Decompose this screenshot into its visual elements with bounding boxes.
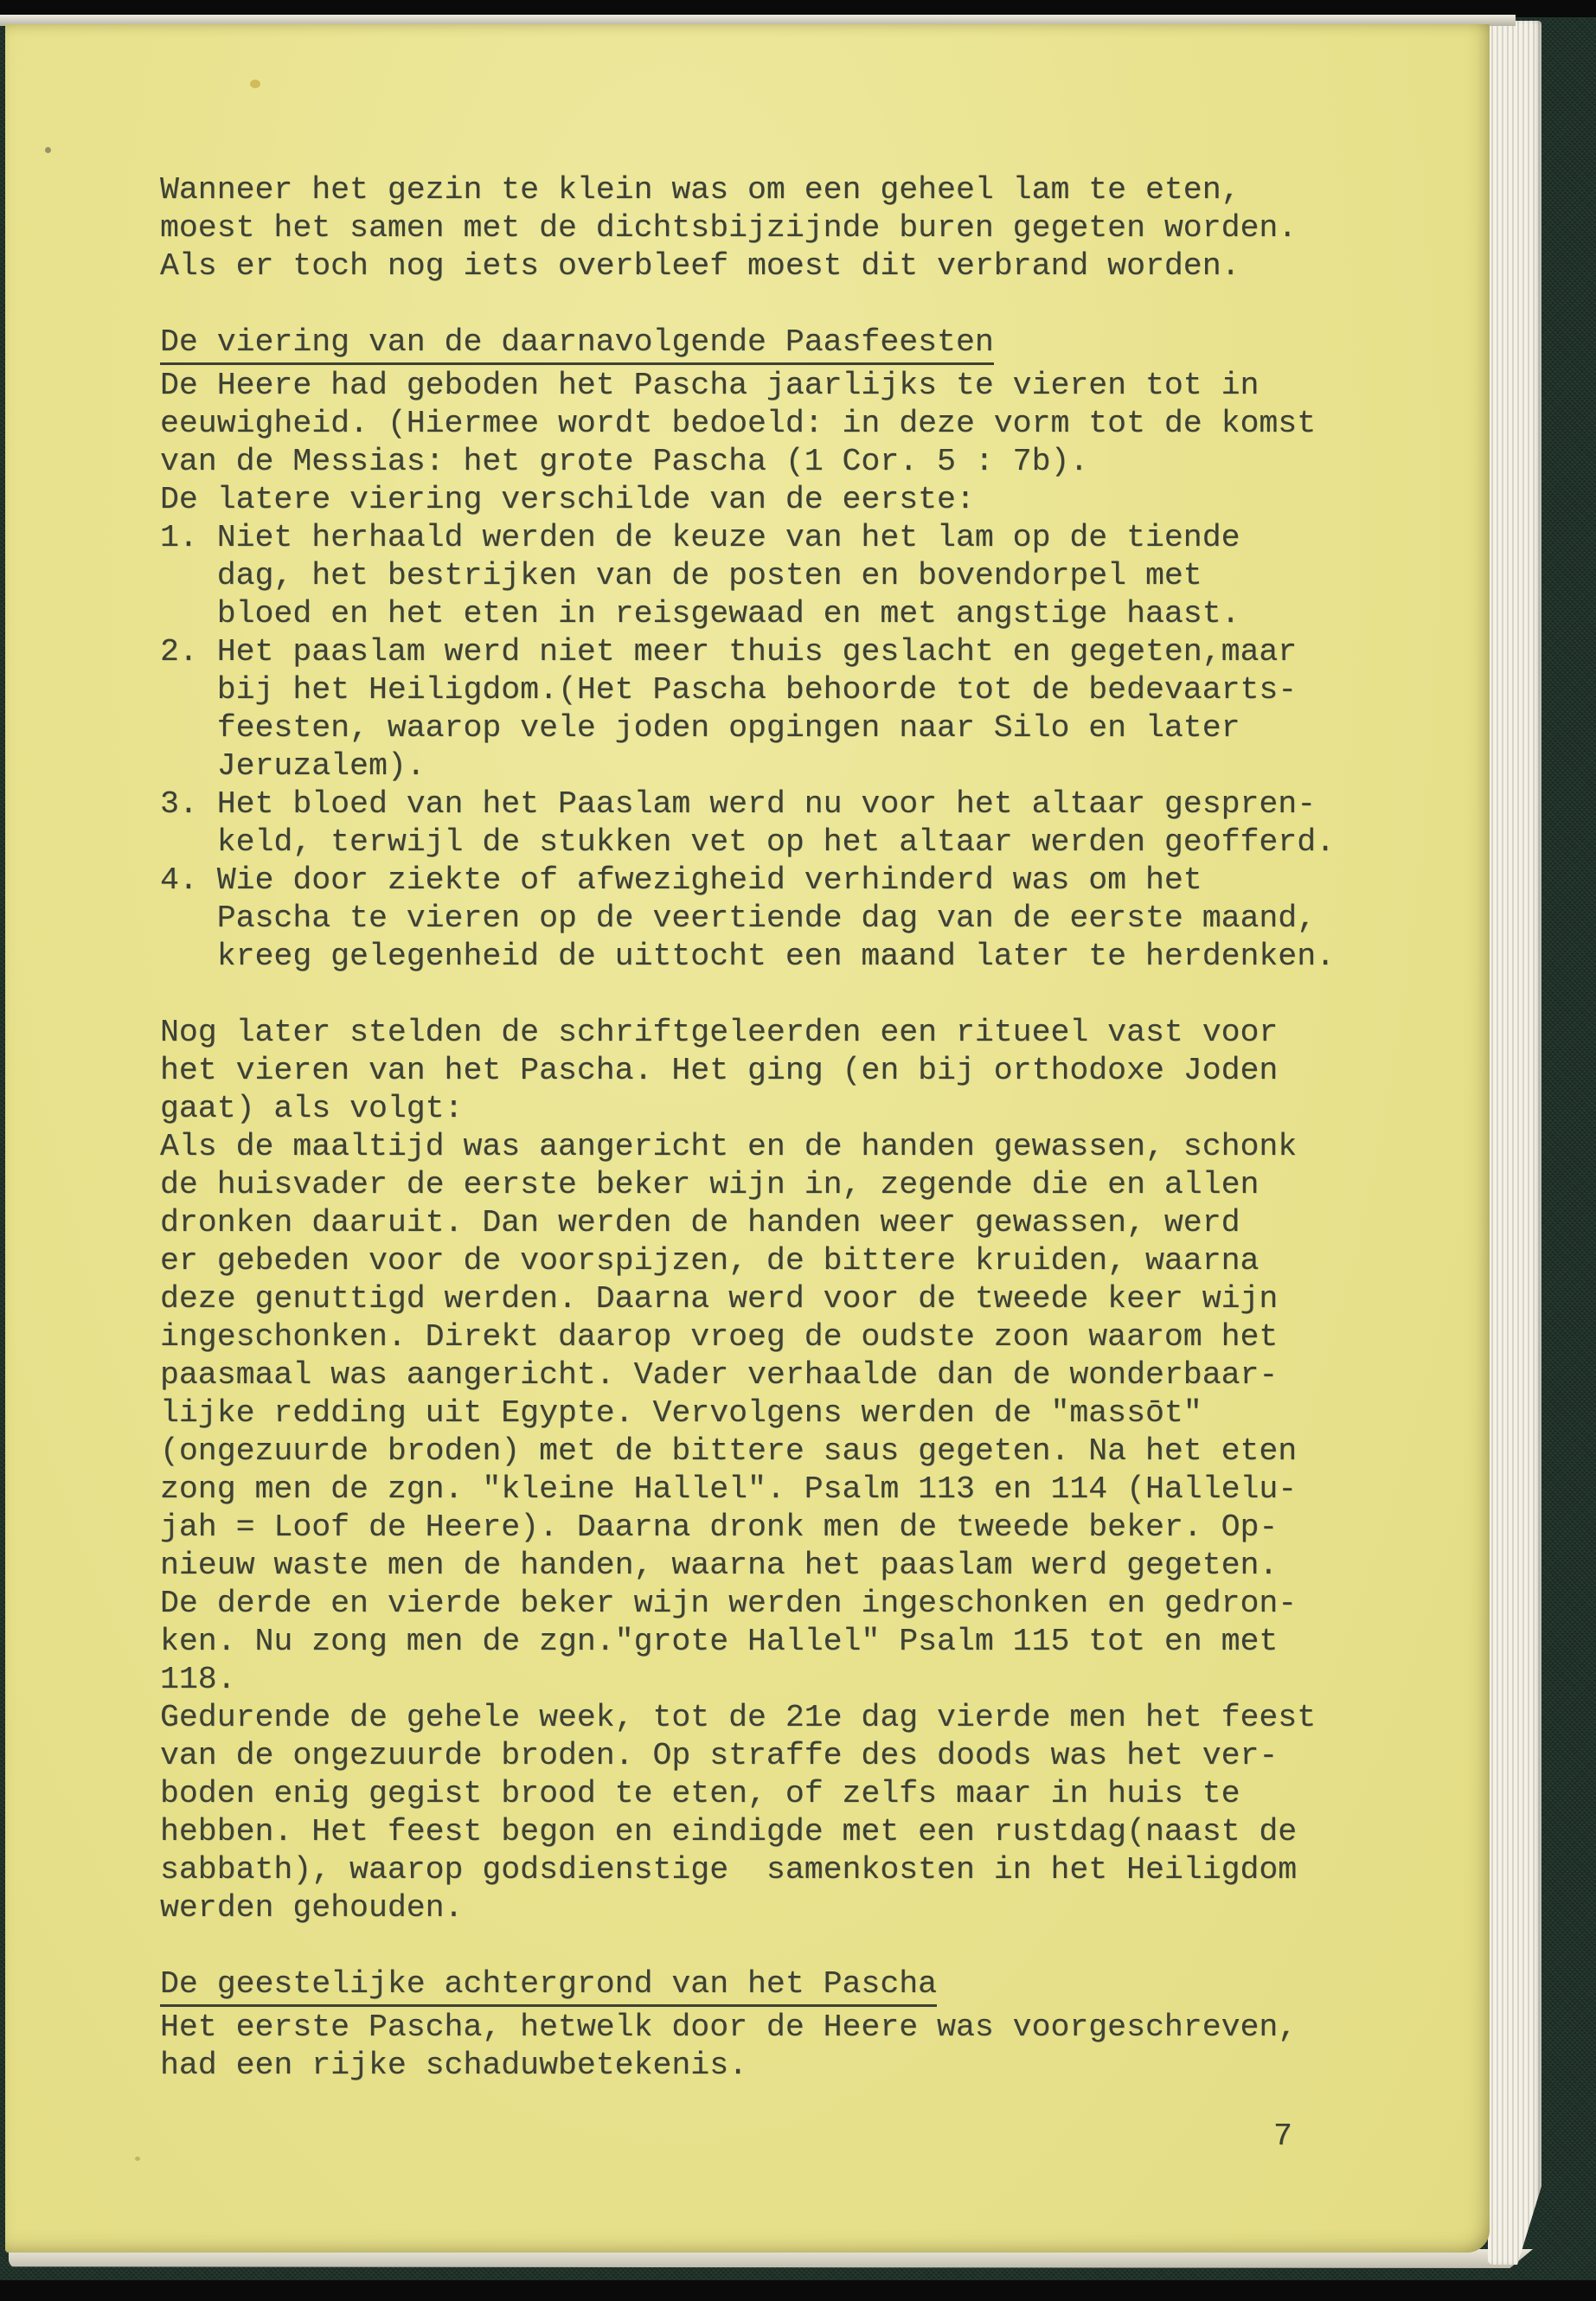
text-line <box>160 900 1371 938</box>
text-line-text: het vieren van het Pascha. Het ging (en bij orthodoxe Joden <box>160 1053 1279 1088</box>
text-line <box>160 557 1371 595</box>
text-line-text: keld, terwijl de stukken vet op het altaar werden geofferd. <box>160 824 1336 860</box>
text-line-text: 1. Niet herhaald werden de keuze van het lam op de tiende <box>160 520 1240 555</box>
text-line-text: 118. <box>160 1662 236 1697</box>
text-line <box>160 938 1371 976</box>
text-line <box>160 1128 1371 1166</box>
text-line <box>160 1661 1371 1699</box>
text-line-text: had een rijke schaduwbetekenis. <box>160 2048 748 2083</box>
text-line-text: zong men de zgn. "kleine Hallel". Psalm 113 en 114 (Hallelu- <box>160 1471 1298 1507</box>
text-line <box>160 1737 1371 1775</box>
section-heading <box>160 324 1371 367</box>
text-line <box>160 1585 1371 1623</box>
text-line <box>160 405 1371 443</box>
text-line-text: Als de maaltijd was aangericht en de handen gewassen, schonk <box>160 1129 1298 1164</box>
text-line <box>160 2047 1371 2085</box>
blank-line <box>160 285 1371 324</box>
text-line-text: jah = Loof de Heere). Daarna dronk men de tweede beker. Op- <box>160 1509 1279 1545</box>
text-line <box>160 1623 1371 1661</box>
section-heading <box>160 1965 1371 2009</box>
text-line <box>160 1471 1371 1509</box>
text-line-text: eeuwigheid. (Hiermee wordt bedoeld: in deze vorm tot de komst <box>160 406 1317 441</box>
text-line-text: De derde en vierde beker wijn werden ingeschonken en gedron- <box>160 1586 1298 1621</box>
text-line <box>160 481 1371 519</box>
text-line <box>160 1052 1371 1090</box>
text-line <box>160 747 1371 785</box>
blank-line <box>160 1927 1371 1965</box>
text-line <box>160 209 1371 247</box>
text-line <box>160 1204 1371 1242</box>
text-line-text: dag, het bestrijken van de posten en bovendorpel met <box>160 558 1202 593</box>
text-line-text: deze genuttigd werden. Daarna werd voor de tweede keer wijn <box>160 1281 1279 1317</box>
blank-line <box>160 976 1371 1014</box>
text-line <box>160 1851 1371 1889</box>
text-line <box>160 1090 1371 1128</box>
paper-speck <box>250 80 260 88</box>
text-line-text: boden enig gegist brood te eten, of zelfs maar in huis te <box>160 1776 1240 1811</box>
page-number: 7 <box>1273 2118 1292 2154</box>
text-line <box>160 1547 1371 1585</box>
section-heading-text: De geestelijke achtergrond van het Pascha <box>160 1965 937 2007</box>
text-line-text: moest het samen met de dichtsbijzijnde buren gegeten worden. <box>160 210 1298 246</box>
text-line-text: De Heere had geboden het Pascha jaarlijks te vieren tot in <box>160 368 1259 403</box>
text-line-text: dronken daaruit. Dan werden de handen weer gewassen, werd <box>160 1205 1240 1240</box>
text-line <box>160 1394 1371 1433</box>
text-line-text: (ongezuurde broden) met de bittere saus gegeten. Na het eten <box>160 1433 1298 1469</box>
text-line <box>160 1242 1371 1280</box>
text-line-text: De latere viering verschilde van de eerste: <box>160 482 975 517</box>
text-line-text: er gebeden voor de voorspijzen, de bittere kruiden, waarna <box>160 1243 1259 1279</box>
bottom-black-band <box>0 2280 1596 2301</box>
text-line <box>160 1509 1371 1547</box>
text-line <box>160 709 1371 747</box>
text-line <box>160 247 1371 285</box>
text-line-text: ken. Nu zong men de zgn."grote Hallel" Psalm 115 tot en met <box>160 1624 1279 1659</box>
text-line <box>160 1356 1371 1394</box>
paper-speck <box>135 2157 140 2161</box>
text-line <box>160 1813 1371 1851</box>
text-line <box>160 1014 1371 1052</box>
section-heading-text: De viering van de daarnavolgende Paasfeesten <box>160 324 994 365</box>
page-stack-right-edge <box>1488 21 1542 2265</box>
text-line <box>160 1433 1371 1471</box>
text-line-text: 4. Wie door ziekte of afwezigheid verhinderd was om het <box>160 862 1202 898</box>
text-line <box>160 1166 1371 1204</box>
text-line-text: paasmaal was aangericht. Vader verhaalde dan de wonderbaar- <box>160 1357 1279 1393</box>
text-line-text: van de ongezuurde broden. Op straffe des doods was het ver- <box>160 1738 1279 1773</box>
text-line <box>160 171 1371 209</box>
text-block <box>160 171 1371 2085</box>
text-line <box>160 862 1371 900</box>
text-line-text: lijke redding uit Egypte. Vervolgens werden de "massōt" <box>160 1395 1202 1431</box>
text-line-text: bloed en het eten in reisgewaad en met angstige haast. <box>160 596 1240 631</box>
text-line-text: bij het Heiligdom.(Het Pascha behoorde tot de bedevaarts- <box>160 672 1298 708</box>
text-line <box>160 2009 1371 2047</box>
text-line-text: Het eerste Pascha, hetwelk door de Heere was voorgeschreven, <box>160 2009 1298 2045</box>
text-line <box>160 785 1371 824</box>
text-line-text: sabbath), waarop godsdienstige samenkosten in het Heiligdom <box>160 1852 1298 1888</box>
text-line-text: hebben. Het feest begon en eindigde met een rustdag(naast de <box>160 1814 1298 1849</box>
text-line-text: Gedurende de gehele week, tot de 21e dag vierde men het feest <box>160 1700 1317 1735</box>
text-line <box>160 1775 1371 1813</box>
text-line <box>160 1699 1371 1737</box>
text-line-text: gaat) als volgt: <box>160 1091 464 1126</box>
text-line <box>160 671 1371 709</box>
text-line <box>160 824 1371 862</box>
text-line <box>160 519 1371 557</box>
text-line-text: werden gehouden. <box>160 1890 464 1926</box>
text-line <box>160 367 1371 405</box>
text-line-text: feesten, waarop vele joden opgingen naar Silo en later <box>160 710 1240 746</box>
text-line <box>160 1280 1371 1318</box>
text-line-text: de huisvader de eerste beker wijn in, zegende die en allen <box>160 1167 1259 1202</box>
paper-speck <box>45 147 51 153</box>
text-line-text: Jeruzalem). <box>160 748 426 784</box>
text-line-text: ingeschonken. Direkt daarop vroeg de oudste zoon waarom het <box>160 1319 1279 1355</box>
text-line <box>160 1889 1371 1927</box>
text-line <box>160 595 1371 633</box>
text-line <box>160 633 1371 671</box>
text-line <box>160 443 1371 481</box>
text-line-text: Nog later stelden de schriftgeleerden een ritueel vast voor <box>160 1015 1279 1050</box>
text-line-text: van de Messias: het grote Pascha (1 Cor. 5 : 7b). <box>160 444 1089 479</box>
text-line-text: 3. Het bloed van het Paaslam werd nu voor het altaar gespren- <box>160 786 1317 822</box>
text-line-text: Pascha te vieren op de veertiende dag van de eerste maand, <box>160 901 1317 936</box>
text-line-text: kreeg gelegenheid de uittocht een maand later te herdenken. <box>160 939 1336 974</box>
text-line-text: Wanneer het gezin te klein was om een geheel lam te eten, <box>160 172 1240 208</box>
text-line-text: 2. Het paaslam werd niet meer thuis geslacht en gegeten,maar <box>160 634 1298 670</box>
text-line-text: Als er toch nog iets overbleef moest dit verbrand worden. <box>160 248 1240 284</box>
text-line-text: nieuw waste men de handen, waarna het paaslam werd gegeten. <box>160 1548 1279 1583</box>
text-line <box>160 1318 1371 1356</box>
